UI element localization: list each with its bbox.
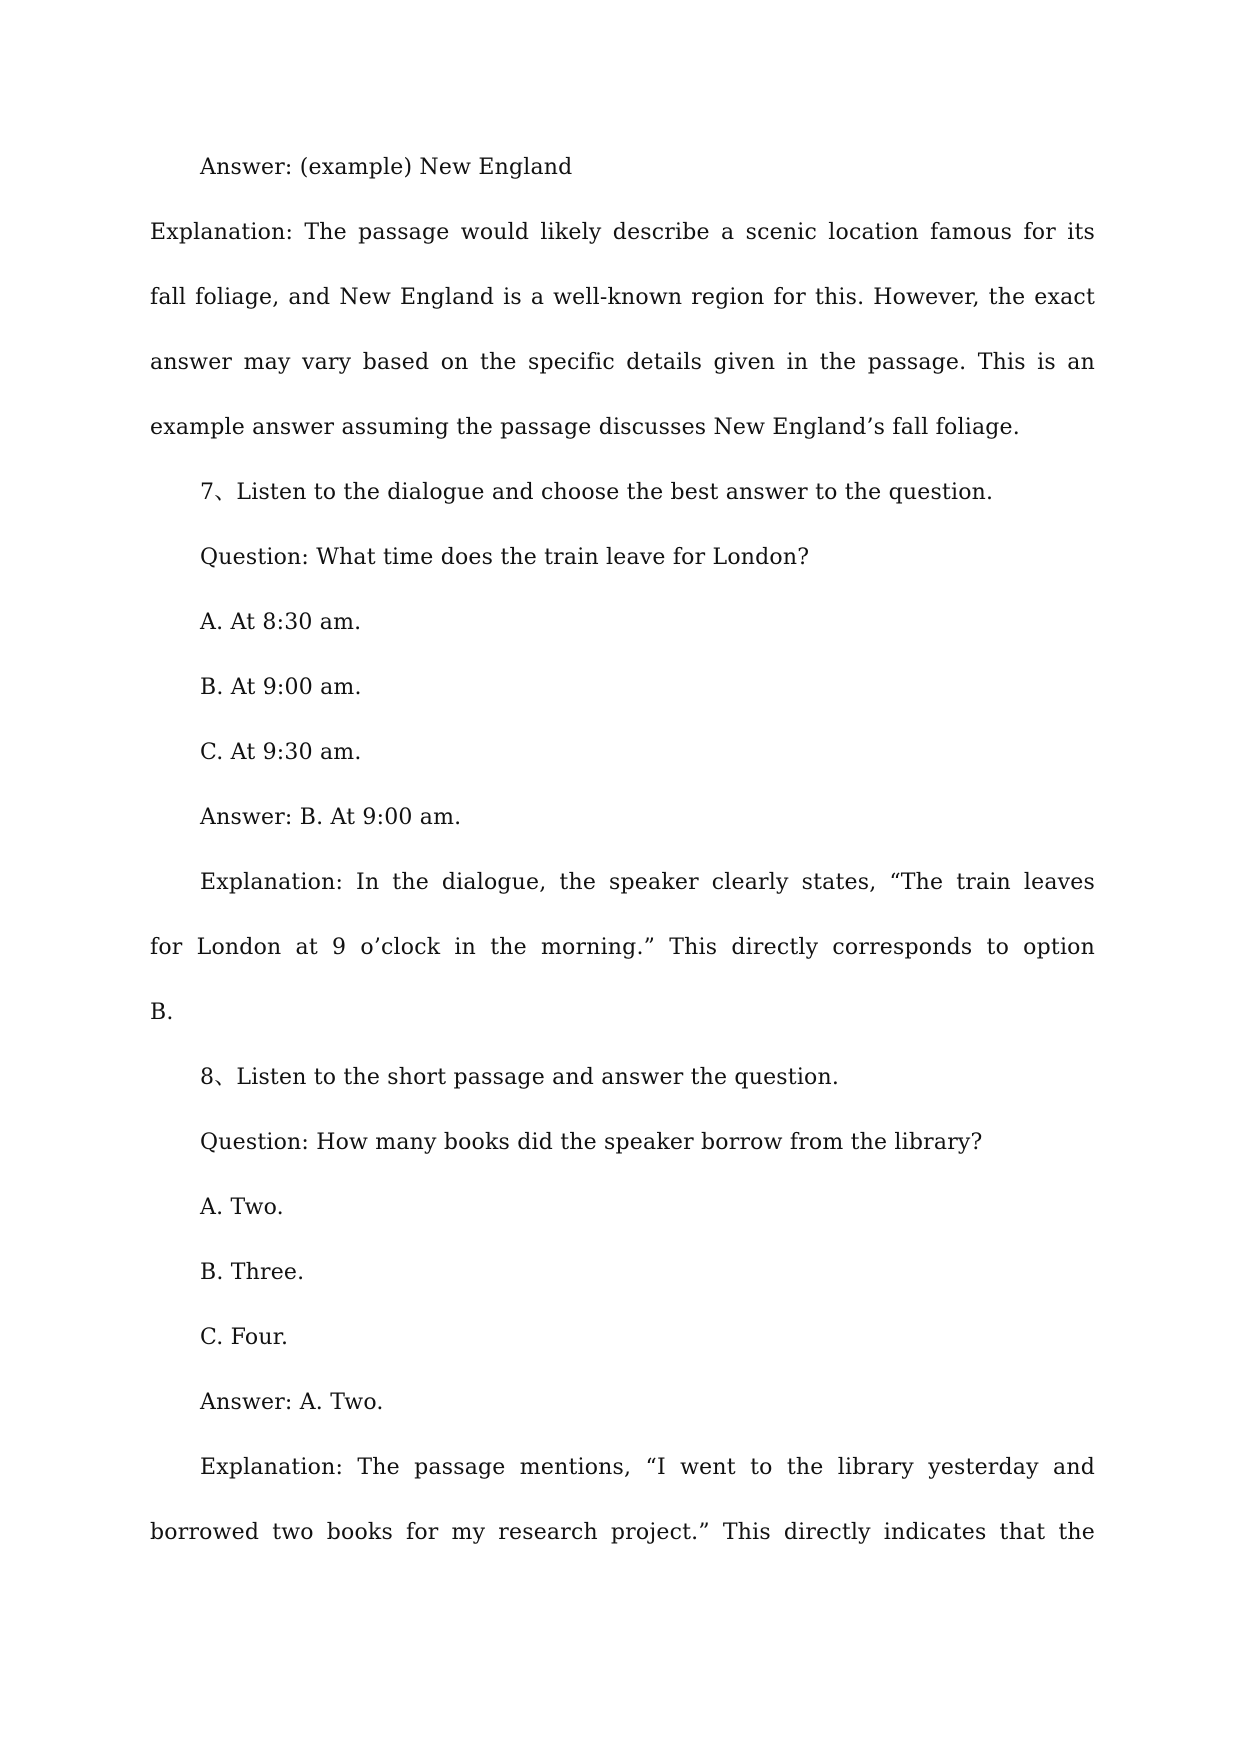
explanation-line: borrowed two books for my research project.” This directly indicates that the <box>150 1520 1095 1545</box>
question-7-instruction: 7、Listen to the dialogue and choose the best answer to the question. <box>200 480 994 505</box>
explanation-line: Explanation: In the dialogue, the speaker clearly states, “The train leaves <box>200 870 1095 895</box>
question-8-text: Question: How many books did the speaker borrow from the library? <box>200 1130 983 1155</box>
question-7-option-b: B. At 9:00 am. <box>200 675 362 700</box>
explanation-line: for London at 9 o’clock in the morning.” This directly corresponds to option <box>150 935 1095 960</box>
explanation-line: B. <box>150 1000 174 1025</box>
explanation-line: Explanation: The passage mentions, “I went to the library yesterday and <box>200 1455 1095 1480</box>
question-8-option-a: A. Two. <box>200 1195 284 1220</box>
question-8-instruction: 8、Listen to the short passage and answer the question. <box>200 1065 840 1090</box>
question-7-option-c: C. At 9:30 am. <box>200 740 362 765</box>
question-8-option-c: C. Four. <box>200 1325 289 1350</box>
explanation-line: example answer assuming the passage discusses New England’s fall foliage. <box>150 415 1020 440</box>
question-7-answer: Answer: B. At 9:00 am. <box>200 805 462 830</box>
answer-line-6: Answer: (example) New England <box>200 155 573 180</box>
question-8-option-b: B. Three. <box>200 1260 305 1285</box>
explanation-line: answer may vary based on the specific details given in the passage. This is an <box>150 350 1095 375</box>
document-body <box>150 135 1095 1565</box>
question-7-text: Question: What time does the train leave for London? <box>200 545 810 570</box>
question-8-answer: Answer: A. Two. <box>200 1390 384 1415</box>
question-7-option-a: A. At 8:30 am. <box>200 610 362 635</box>
explanation-line: fall foliage, and New England is a well-known region for this. However, the exact <box>150 285 1095 310</box>
explanation-line: Explanation: The passage would likely describe a scenic location famous for its <box>150 220 1095 245</box>
